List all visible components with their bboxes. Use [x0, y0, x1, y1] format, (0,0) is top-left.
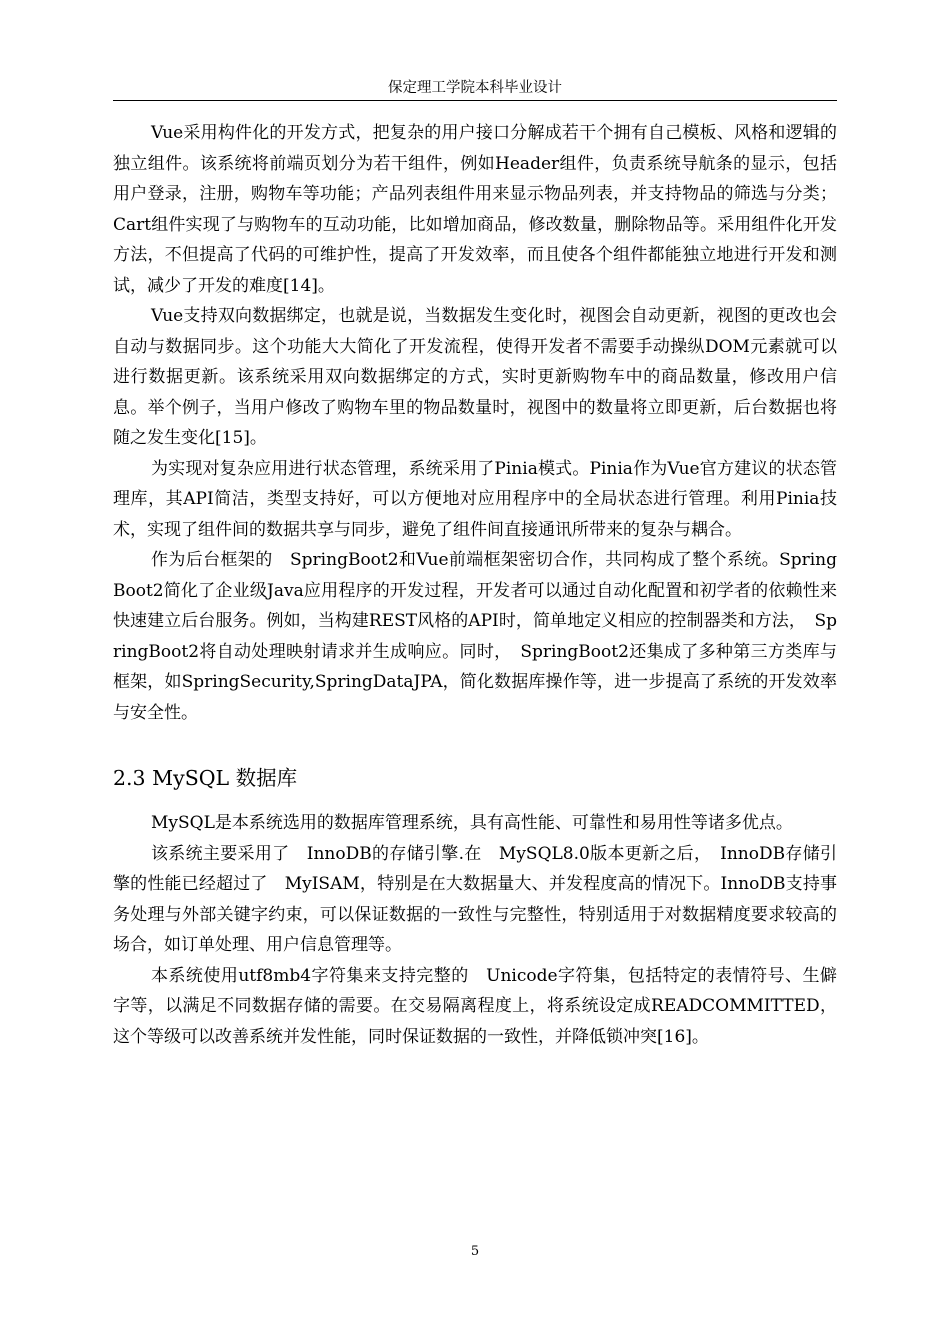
paragraph-innodb: 该系统主要采用了 InnoDB的存储引擎.在 MySQL8.0版本更新之后， InnoDB存储引擎的性能已经超过了 MyISAM，特别是在大数据量大、并发程度高的情况下。InnoDB支持事务处理与外部关键字约束，可以保证数据的一致性与完整性，特别适用于对数据精度要求较高的场合，如订单处理、用户信息管理等。	[113, 843, 837, 955]
paragraph-pinia: 为实现对复杂应用进行状态管理，系统采用了Pinia模式。Pinia作为Vue官方建议的状态管理库，其API简洁，类型支持好，可以方便地对应用程序中的全局状态进行管理。利用Pinia技术，实现了组件间的数据共享与同步，避免了组件间直接通讯所带来的复杂与耦合。	[113, 458, 837, 540]
running-header: 保定理工学院本科毕业设计	[388, 80, 562, 96]
paragraph-springboot: 作为后台框架的 SpringBoot2和Vue前端框架密切合作，共同构成了整个系统。SpringBoot2简化了企业级Java应用程序的开发过程，开发者可以通过自动化配置和初学者的依赖性来快速建立后台服务。例如，当构建REST风格的API时，简单地定义相应的控制器类和方法， SpringBoot2将自动处理映射请求并生成响应。同时， SpringBoot2还集成了多种第三方类库与框架，如SpringSecurity,SpringDataJPA，简化数据库操作等，进一步提高了系统的开发效率与安全性。	[113, 550, 837, 723]
page-number: 5	[470, 1244, 480, 1259]
paragraph-mysql-intro: MySQL是本系统选用的数据库管理系统，具有高性能、可靠性和易用性等诸多优点。	[151, 813, 793, 833]
document-body	[113, 118, 837, 1052]
paragraph-vue-components: Vue采用构件化的开发方式，把复杂的用户接口分解成若干个拥有自己模板、风格和逻辑的独立组件。该系统将前端页划分为若干组件，例如Header组件，负责系统导航条的显示，包括用户登录，注册，购物车等功能；产品列表组件用来显示物品列表，并支持物品的筛选与分类；Cart组件实现了与购物车的互动功能，比如增加商品，修改数量，删除物品等。采用组件化开发方法，不但提高了代码的可维护性，提高了开发效率，而且使各个组件都能独立地进行开发和测试，减少了开发的难度[14]。	[113, 123, 837, 296]
paragraph-utf8mb4: 本系统使用utf8mb4字符集来支持完整的 Unicode字符集，包括特定的表情符号、生僻字等，以满足不同数据存储的需要。在交易隔离程度上，将系统设定成READCOMMITTED，这个等级可以改善系统并发性能，同时保证数据的一致性，并降低锁冲突[16]。	[113, 965, 837, 1047]
header-rule	[113, 100, 837, 101]
section-heading-mysql: 2.3 MySQL 数据库	[113, 766, 298, 790]
paragraph-vue-data-binding: Vue支持双向数据绑定，也就是说，当数据发生变化时，视图会自动更新，视图的更改也会自动与数据同步。这个功能大大简化了开发流程，使得开发者不需要手动操纵DOM元素就可以进行数据更新。该系统采用双向数据绑定的方式，实时更新购物车中的商品数量，修改用户信息。举个例子，当用户修改了购物车里的物品数量时，视图中的数量将立即更新，后台数据也将随之发生变化[15]。	[113, 306, 837, 448]
